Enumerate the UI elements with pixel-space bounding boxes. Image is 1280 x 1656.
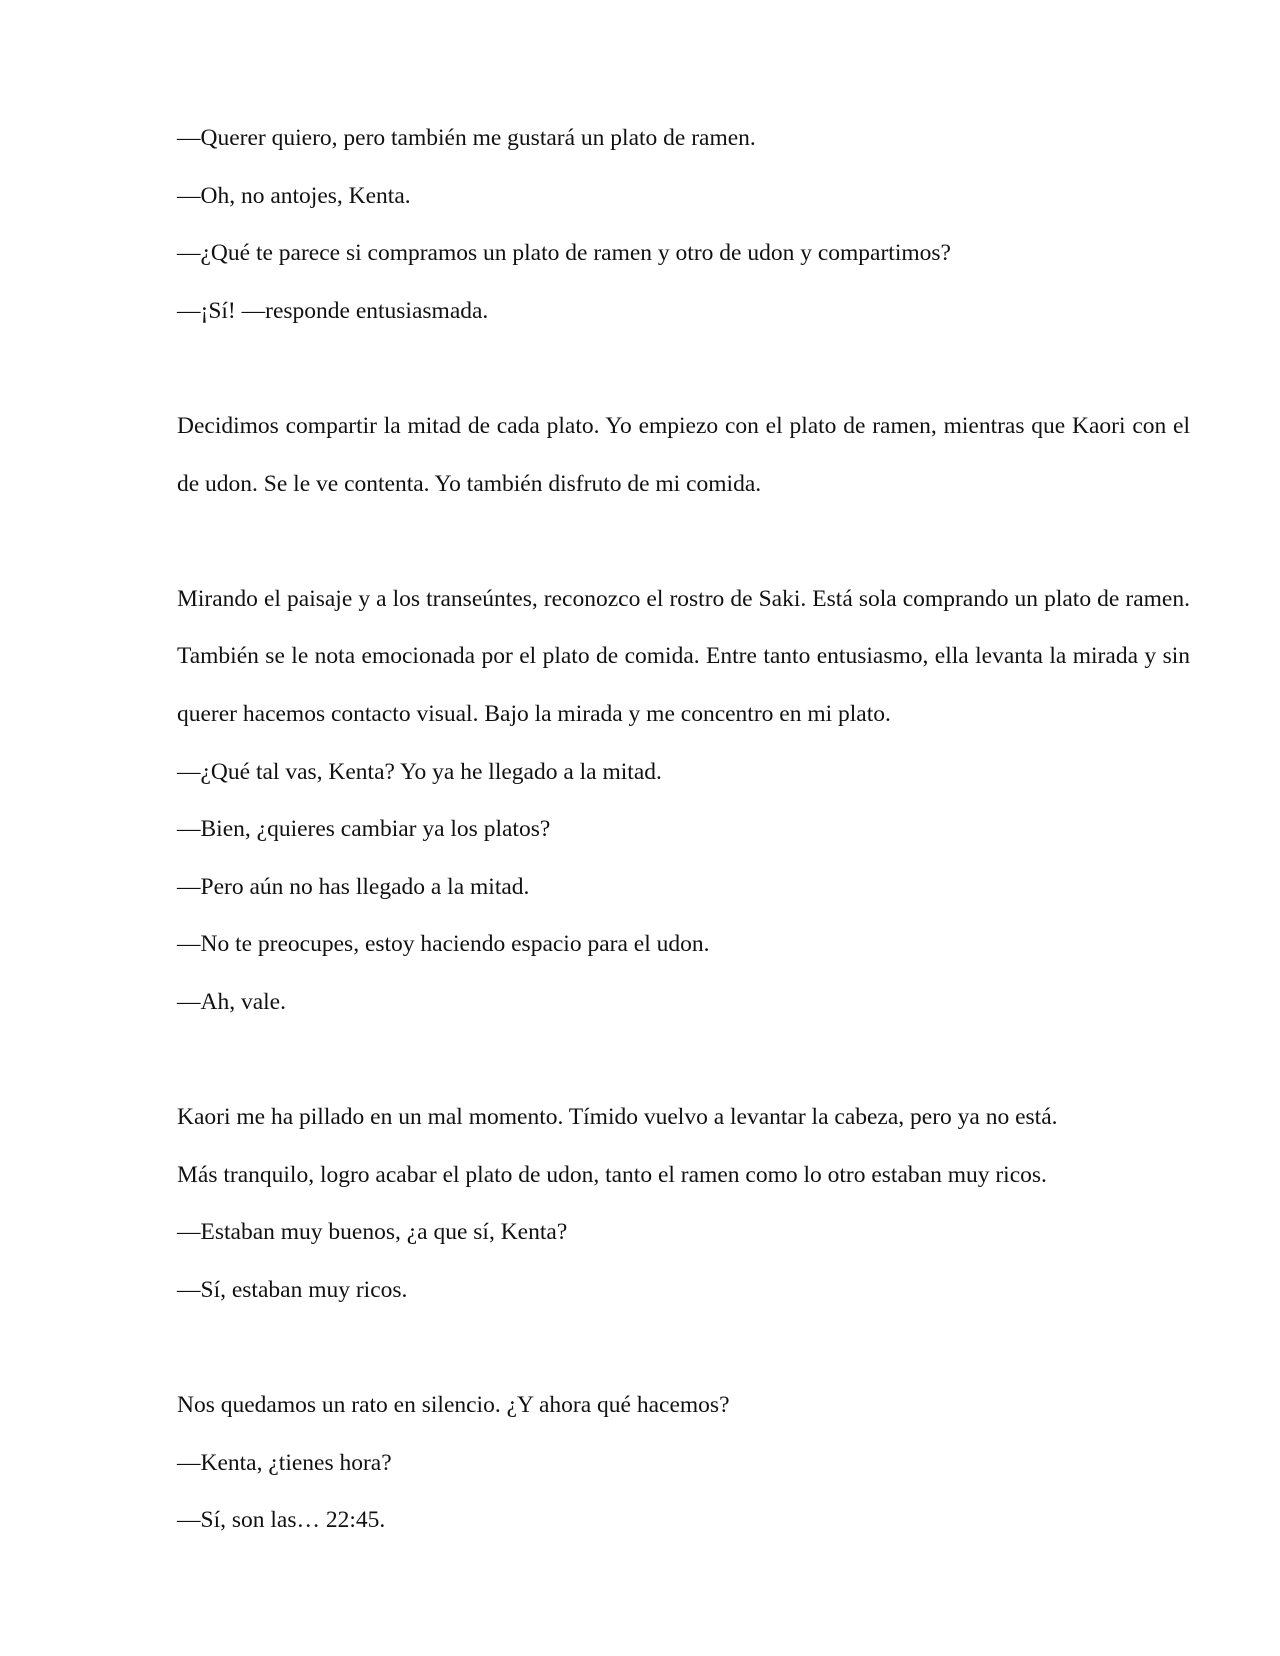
dialogue-line: —¡Sí! —responde entusiasmada. <box>177 297 489 324</box>
dialogue-line: —Bien, ¿quieres cambiar ya los platos? <box>177 816 551 843</box>
dialogue-line: —Sí, son las… 22:45. <box>177 1507 386 1534</box>
narrative-line: Más tranquilo, logro acabar el plato de udon, tanto el ramen como lo otro estaban muy ricos. <box>177 1161 1047 1188</box>
dialogue-line: —¿Qué te parece si compramos un plato de ramen y otro de udon y compartimos? <box>177 240 951 267</box>
dialogue-line: —No te preocupes, estoy haciendo espacio para el udon. <box>177 931 710 958</box>
dialogue-line: —¿Qué tal vas, Kenta? Yo ya he llegado a la mitad. <box>177 758 662 785</box>
dialogue-line: —Oh, no antojes, Kenta. <box>177 182 411 209</box>
document-body <box>177 110 1190 1550</box>
narrative-paragraph: Mirando el paisaje y a los transeúntes, reconozco el rostro de Saki. Está sola comprando un plato de ramen. También se le nota emocionada por el plato de comida. Entre tanto entusiasmo, ella levanta la mirada y sin querer hacemos contacto visual. Bajo la mirada y me concentro en mi plato. <box>177 585 1190 727</box>
dialogue-line: —Estaban muy buenos, ¿a que sí, Kenta? <box>177 1219 568 1246</box>
dialogue-line: —Sí, estaban muy ricos. <box>177 1276 408 1303</box>
dialogue-line: —Querer quiero, pero también me gustará un plato de ramen. <box>177 125 756 151</box>
paragraph-gap <box>177 1032 1190 1090</box>
narrative-paragraph: Decidimos compartir la mitad de cada plato. Yo empiezo con el plato de ramen, mientras que Kaori con el de udon. Se le ve contenta. Yo también disfruto de mi comida. <box>177 412 1190 497</box>
dialogue-line: —Pero aún no has llegado a la mitad. <box>177 873 530 900</box>
narrative-line: Nos quedamos un rato en silencio. ¿Y ahora qué hacemos? <box>177 1392 730 1419</box>
paragraph-gap <box>177 513 1190 571</box>
narrative-line: Kaori me ha pillado en un mal momento. Tímido vuelvo a levantar la cabeza, pero ya no está. <box>177 1104 1058 1131</box>
paragraph-gap <box>177 340 1190 398</box>
paragraph-gap <box>177 1319 1190 1377</box>
dialogue-line: —Kenta, ¿tienes hora? <box>177 1449 392 1476</box>
dialogue-line: —Ah, vale. <box>177 988 286 1015</box>
